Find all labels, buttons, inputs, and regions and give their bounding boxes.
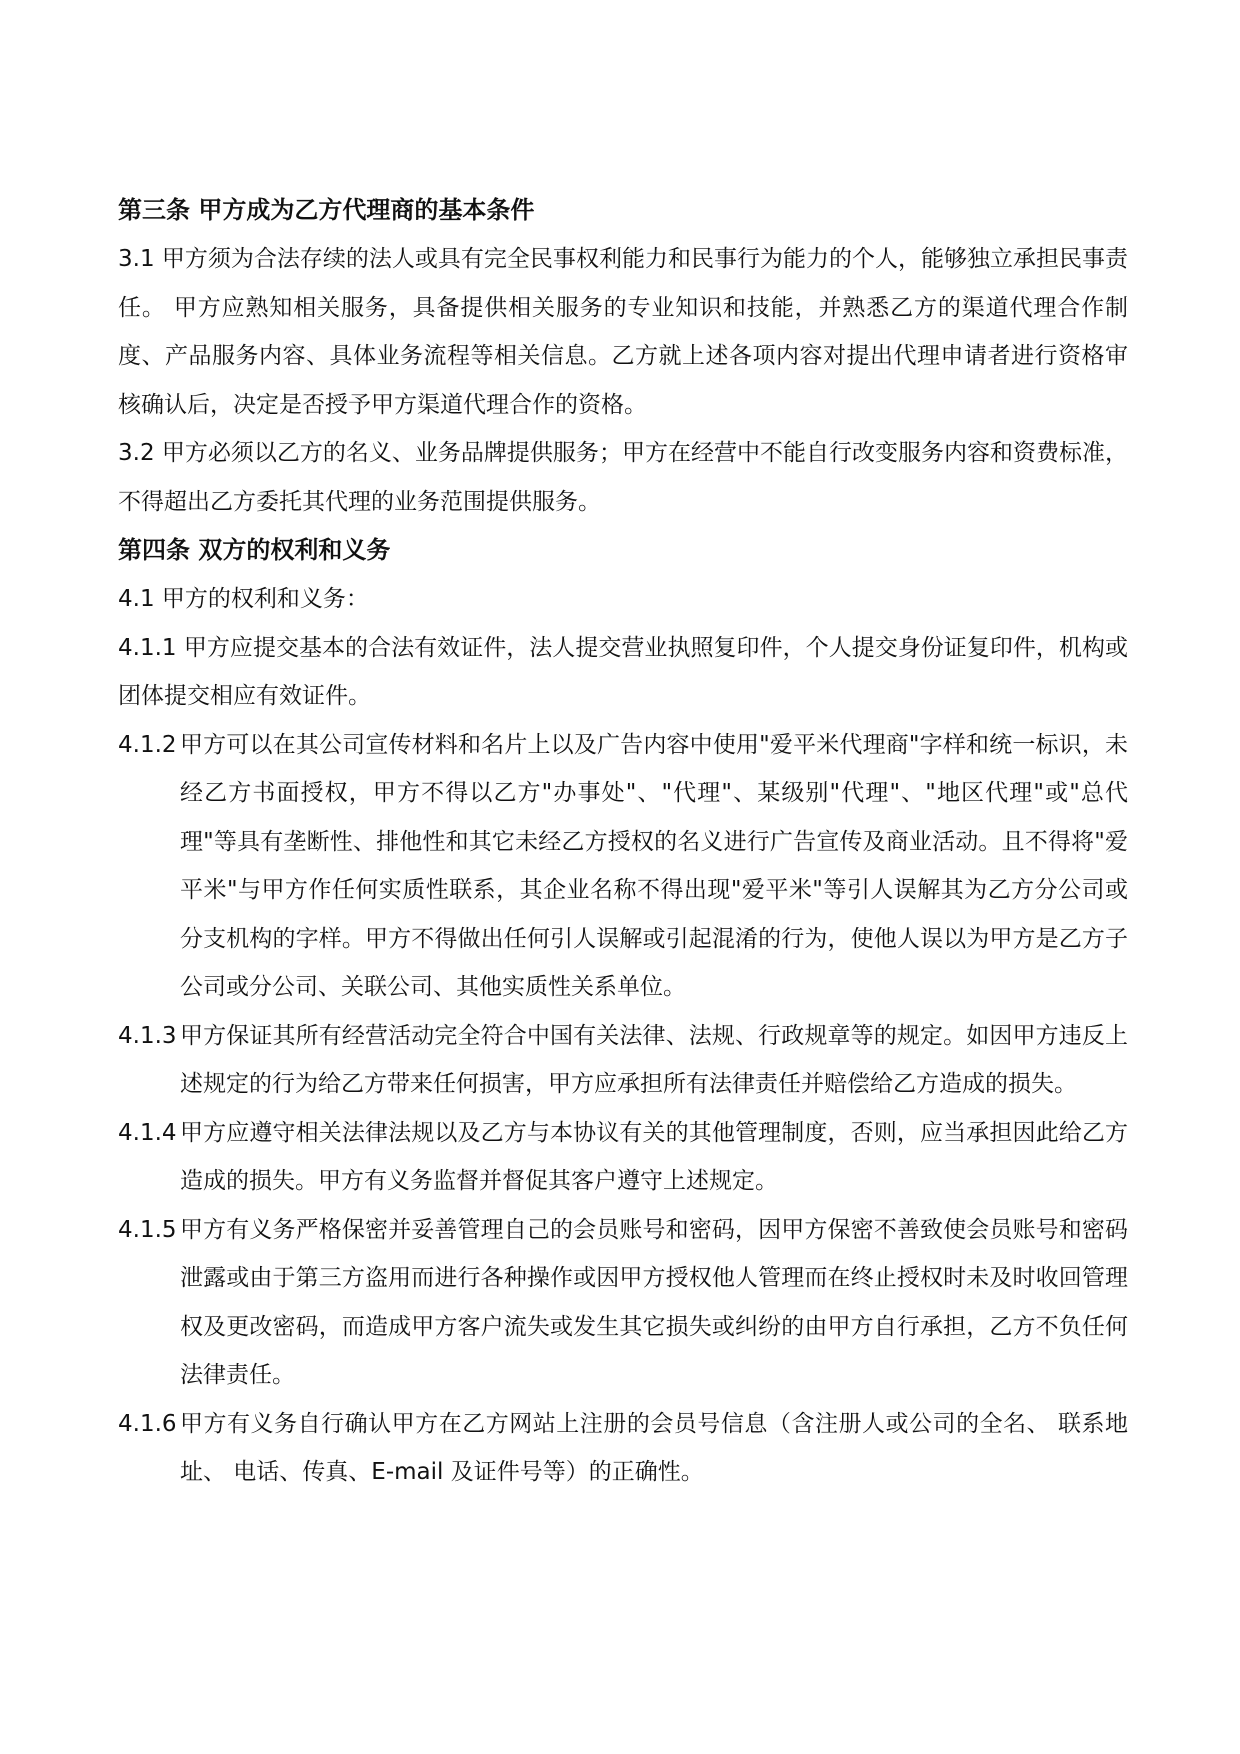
clause-4-1-4 <box>118 1109 1128 1206</box>
clause-text: 甲方应遵守相关法律法规以及乙方与本协议有关的其他管理制度，否则，应当承担因此给乙方造成的损失。甲方有义务监督并督促其客户遵守上述规定。 <box>180 1119 1128 1194</box>
clause-4-1-3 <box>118 1012 1128 1109</box>
clause-text: 甲方有义务严格保密并妥善管理自己的会员账号和密码，因甲方保密不善致使会员账号和密码泄露或由于第三方盗用而进行各种操作或因甲方授权他人管理而在终止授权时未及时收回管理权及更改密码，而造成甲方客户流失或发生其它损失或纠纷的由甲方自行承担，乙方不负任何法律责任。 <box>180 1216 1128 1388</box>
section-heading: 第四条 双方的权利和义务 <box>118 536 391 564</box>
clause-text: 甲方可以在其公司宣传材料和名片上以及广告内容中使用"爱平米代理商"字样和统一标识，未经乙方书面授权，甲方不得以乙方"办事处"、"代理"、某级别"代理"、"地区代理"或"总代理"等具有垄断性、排他性和其它未经乙方授权的名义进行广告宣传及商业活动。且不得将"爱平米"与甲方作任何实质性联系，其企业名称不得出现"爱平米"等引人误解其为乙方分公司或分支机构的字样。甲方不得做出任何引人误解或引起混淆的行为，使他人误以为甲方是乙方子公司或分公司、关联公司、其他实质性关系单位。 <box>180 731 1128 1000</box>
clause-text: 甲方有义务自行确认甲方在乙方网站上注册的会员号信息（含注册人或公司的全名、 联系地址、 电话、传真、E-mail 及证件号等）的正确性。 <box>180 1410 1128 1485</box>
paragraph-4-1: 4.1 甲方的权利和义务： <box>118 586 369 612</box>
clause-4-1-5 <box>118 1206 1128 1400</box>
paragraph-4-1-1: 4.1.1 甲方应提交基本的合法有效证件，法人提交营业执照复印件，个人提交身份证复印件，机构或团体提交相应有效证件。 <box>118 634 1128 709</box>
clause-number: 4.1.2 <box>118 731 177 758</box>
clause-4-1-2 <box>118 721 1128 1012</box>
clause-number: 4.1.4 <box>118 1119 177 1146</box>
clause-4-1-6 <box>118 1400 1128 1497</box>
clause-number: 4.1.5 <box>118 1216 177 1243</box>
paragraph-3-2: 3.2 甲方必须以乙方的名义、业务品牌提供服务；甲方在经营中不能自行改变服务内容和资费标准，不得超出乙方委托其代理的业务范围提供服务。 <box>118 440 1128 515</box>
clause-text: 甲方保证其所有经营活动完全符合中国有关法律、法规、行政规章等的规定。如因甲方违反上述规定的行为给乙方带来任何损害，甲方应承担所有法律责任并赔偿给乙方造成的损失。 <box>180 1022 1128 1097</box>
clause-number: 4.1.6 <box>118 1410 177 1437</box>
document-body <box>118 186 1128 1497</box>
clause-number: 4.1.3 <box>118 1022 177 1049</box>
section-heading: 第三条 甲方成为乙方代理商的基本条件 <box>118 196 535 224</box>
paragraph-3-1: 3.1 甲方须为合法存续的法人或具有完全民事权利能力和民事行为能力的个人，能够独立承担民事责任。 甲方应熟知相关服务，具备提供相关服务的专业知识和技能，并熟悉乙方的渠道代理合作制度、产品服务内容、具体业务流程等相关信息。乙方就上述各项内容对提出代理申请者进行资格审核确认后，决定是否授予甲方渠道代理合作的资格。 <box>118 246 1128 418</box>
